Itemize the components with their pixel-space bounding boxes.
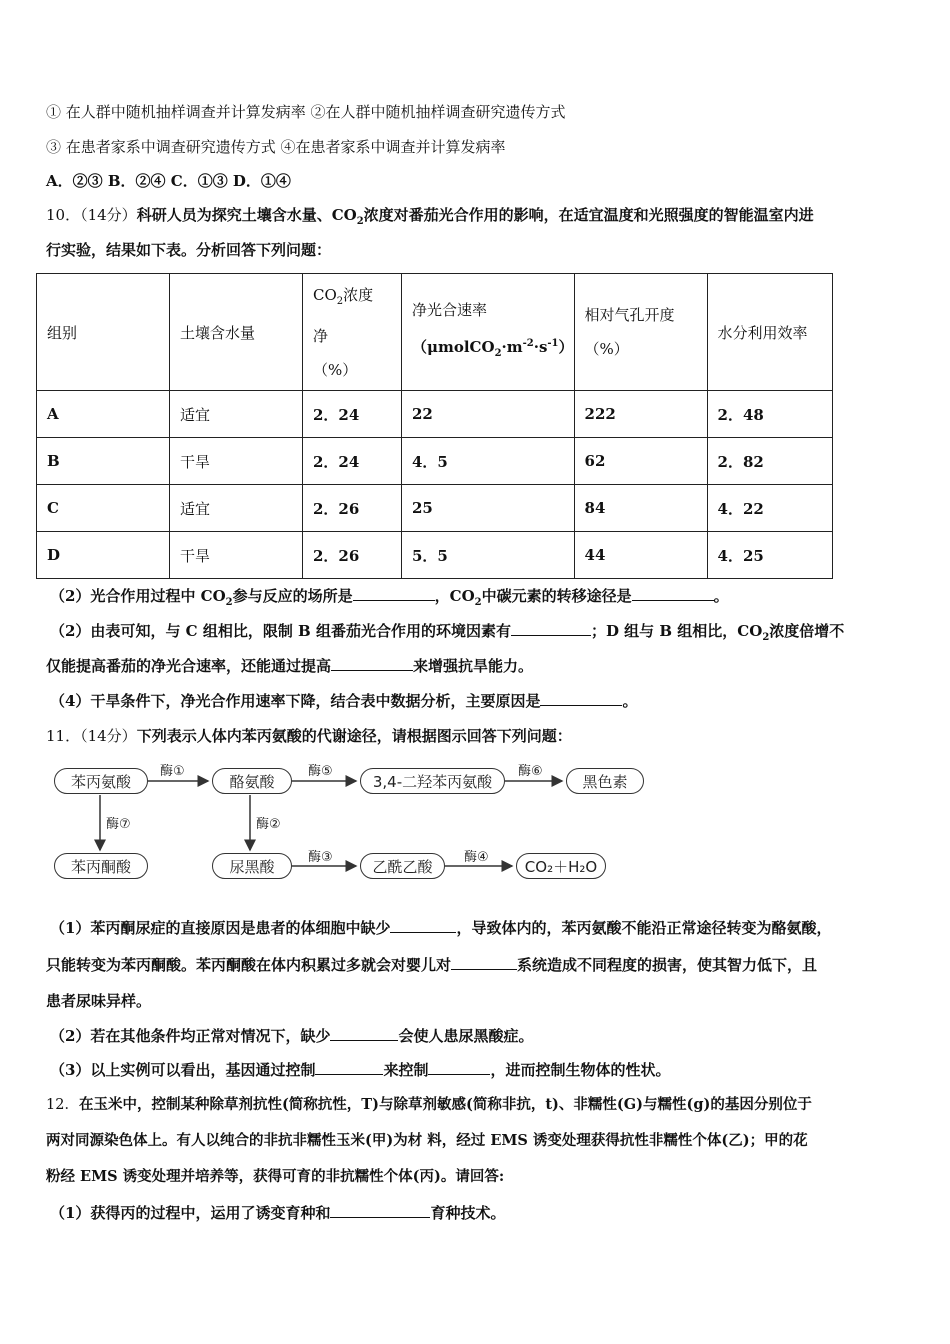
q10-intro-line-2: 行实验，结果如下表。分析回答下列问题： [46,241,332,259]
enzyme-2-label: 酶② [256,817,281,832]
superscript: -1 [547,338,559,349]
q10-p2-text-b: ；D 组与 B 组相比，CO [590,622,763,640]
answer-blank[interactable] [451,955,517,970]
cell-soil: 干旱 [170,532,303,579]
q10-p1-text-d: 中碳元素的转移途径是 [481,587,632,605]
q10-data-table [36,273,833,579]
header-co2-a: CO [313,285,337,304]
node-homogentisic-acid: 尿黑酸 [212,853,292,879]
node-co2-h2o: CO₂＋H₂O [516,853,606,879]
q10-p1-text-b: 参与反应的场所是 [232,587,353,605]
subscript: 2 [474,597,482,608]
subscript: 2 [225,597,233,608]
header-water-efficiency: 水分利用效率 [707,274,832,391]
q10-intro-part-b: 浓度对番茄光合作用的影响，在适宜温度和光照强度的智能温室内进 [363,206,814,224]
q11-part-3 [50,1060,670,1080]
q11-p1-text-a: （1）苯丙酮尿症的直接原因是患者的体细胞中缺少 [50,919,391,937]
cell-group: C [37,485,170,532]
q12-part-1 [50,1203,505,1223]
answer-blank[interactable] [540,691,622,706]
q9-option-line-1: ① 在人群中随机抽样调查并计算发病率 ②在人群中随机抽样调查研究遗传方式 [46,103,566,121]
enzyme-7-label: 酶⑦ [106,817,131,832]
q11-part-2 [50,1026,533,1046]
metabolism-pathway-diagram [50,758,628,888]
answer-blank[interactable] [330,1203,430,1218]
header-rate-unit-b: ·m [501,338,523,356]
q11-p1-line2-text-a: 只能转变为苯丙酮酸。苯丙酮酸在体内积累过多就会对婴儿对 [46,956,452,974]
header-co2-c: 净 [313,326,329,345]
q12-line-2: 两对同源染色体上。有人以纯合的非抗非糯性玉米(甲)为材 料，经过 EMS 诱变处理获得抗性非糯性个体(乙)；甲的花 [46,1132,808,1149]
node-phenylalanine: 苯丙氨酸 [54,768,148,794]
header-stomatal-opening [574,274,707,391]
q11-p3-text-b: 来控制 [383,1061,429,1079]
answer-blank[interactable] [331,656,413,671]
enzyme-6-label: 酶⑥ [518,764,543,779]
q11-intro [46,726,572,746]
header-co2-concentration [303,274,402,391]
superscript: -2 [522,338,534,349]
answer-blank[interactable] [428,1060,490,1075]
q12-line-1 [46,1095,812,1115]
enzyme-3-label: 酶③ [308,850,333,865]
q10-intro-part-a: 科研人员为探究土壤含水量、CO [136,206,357,224]
cell-rate: 5．5 [402,532,575,579]
q10-part-2-line-2 [46,656,533,676]
q11-p2-text-a: （2）若在其他条件均正常对情况下，缺少 [50,1027,331,1045]
q10-p4-text-a: （4）干旱条件下，净光合作用速率下降，结合表中数据分析，主要原因是 [50,692,541,710]
q11-p3-text-c: ，进而控制生物体的性状。 [490,1061,671,1079]
subscript: 2 [762,632,770,643]
node-acetoacetic-acid: 乙酰乙酸 [360,853,445,879]
cell-water: 4．22 [707,485,832,532]
q12-p1-text-b: 育种技术。 [430,1204,506,1222]
q10-p2-line2-text-a: 仅能提高番茄的净光合速率，还能通过提高 [46,657,332,675]
answer-blank[interactable] [315,1060,383,1075]
q11-part-1 [50,918,831,938]
node-tyrosine: 酪氨酸 [212,768,292,794]
cell-rate: 22 [402,391,575,438]
cell-co2: 2．24 [303,438,402,485]
answer-blank[interactable] [632,586,714,601]
header-rate-unit-c: ·s [533,338,548,356]
cell-rate: 25 [402,485,575,532]
q10-p2-text-c: 浓度倍增不 [769,622,845,640]
subscript: 2 [494,348,502,359]
q11-intro-text: 下列表示人体内苯丙氨酸的代谢途径，请根据图示回答下列问题： [136,727,572,745]
cell-stoma: 44 [574,532,707,579]
subscript: 2 [356,216,364,227]
table-row [37,485,833,532]
q10-p4-text-b: 。 [622,692,638,710]
cell-co2: 2．26 [303,485,402,532]
q11-p2-text-b: 会使人患尿黑酸症。 [398,1027,534,1045]
cell-group: B [37,438,170,485]
cell-stoma: 84 [574,485,707,532]
q11-p1-line2-text-b: 系统造成不同程度的损害，使其智力低下，且 [517,956,818,974]
table-row [37,438,833,485]
q11-part-1-line-2 [46,955,817,975]
cell-group: A [37,391,170,438]
q10-p1-text-c: ，CO [434,587,475,605]
enzyme-1-label: 酶① [160,764,185,779]
header-stoma-unit: （%） [584,340,629,358]
cell-stoma: 62 [574,438,707,485]
table-header-row [37,274,833,391]
cell-co2: 2．24 [303,391,402,438]
q10-number: 10．（14分） [46,206,137,224]
q11-part-1-line-3: 患者尿味异样。 [46,992,152,1010]
q10-part-2 [50,621,844,648]
q10-p1-text-e: 。 [713,587,729,605]
subscript: 2 [336,295,344,307]
header-rate-label: 净光合速率 [412,301,488,319]
node-phenylpyruvic-acid: 苯丙酮酸 [54,853,148,879]
cell-rate: 4．5 [402,438,575,485]
header-net-photosynthesis [402,274,575,391]
header-stoma-label: 相对气孔开度 [584,306,675,324]
q10-intro-line-1 [46,205,814,232]
q10-part-1 [50,586,729,613]
q11-p1-text-b: ，导致体内的，苯丙氨酸不能沿正常途径转变为酪氨酸， [456,919,832,937]
answer-blank[interactable] [353,586,435,601]
q12-number: 12． [46,1097,79,1113]
q11-p3-text-a: （3）以上实例可以看出，基因通过控制 [50,1061,316,1079]
table-row [37,532,833,579]
q11-number: 11．（14分） [46,727,137,745]
answer-blank[interactable] [390,918,456,933]
cell-soil: 干旱 [170,438,303,485]
cell-soil: 适宜 [170,485,303,532]
cell-soil: 适宜 [170,391,303,438]
enzyme-4-label: 酶④ [464,850,489,865]
enzyme-5-label: 酶⑤ [308,764,333,779]
node-dopa: 3,4-二羟苯丙氨酸 [360,768,505,794]
q10-p2-line2-text-b: 来增强抗旱能力。 [413,657,534,675]
q9-option-line-2: ③ 在患者家系中调查研究遗传方式 ④在患者家系中调查并计算发病率 [46,138,506,156]
q10-p1-text-a: （2）光合作用过程中 CO [50,587,226,605]
answer-blank[interactable] [330,1026,398,1041]
q12-line-3: 粉经 EMS 诱变处理并培养等，获得可育的非抗糯性个体(丙)。请回答: [46,1168,505,1185]
cell-group: D [37,532,170,579]
header-co2-b: 浓度 [343,285,374,304]
q9-answers: A．②③ B．②④ C．①③ D．①④ [46,172,291,190]
q12-line-1-text: 在玉米中，控制某种除草剂抗性(简称抗性，T)与除草剂敏感(简称非抗，t)、非糯性(G)与糯性(g)的基因分别位于 [78,1096,812,1113]
node-melanin: 黑色素 [566,768,644,794]
cell-water: 4．25 [707,532,832,579]
header-co2-unit: （%） [313,360,358,379]
cell-water: 2．48 [707,391,832,438]
header-group: 组别 [37,274,170,391]
cell-water: 2．82 [707,438,832,485]
q12-p1-text-a: （1）获得丙的过程中，运用了诱变育种和 [50,1204,331,1222]
table-row [37,391,833,438]
answer-blank[interactable] [511,621,591,636]
cell-co2: 2．26 [303,532,402,579]
header-soil-water: 土壤含水量 [170,274,303,391]
header-rate-unit-a: （μmolCO [412,338,495,356]
header-rate-unit-d: ） [558,338,574,356]
cell-stoma: 222 [574,391,707,438]
q10-p2-text-a: （2）由表可知，与 C 组相比，限制 B 组番茄光合作用的环境因素有 [50,622,511,640]
q10-part-4 [50,691,637,711]
